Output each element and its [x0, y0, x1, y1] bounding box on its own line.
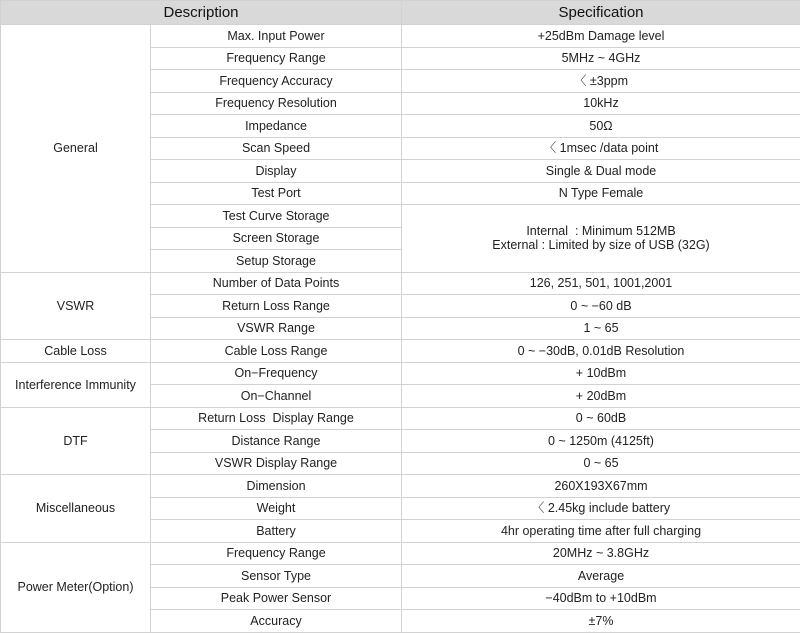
row-label: Peak Power Sensor — [151, 587, 402, 610]
row-label: Sensor Type — [151, 565, 402, 588]
row-value: 0 ~ −30dB, 0.01dB Resolution — [402, 340, 800, 363]
row-label: Battery — [151, 520, 402, 543]
row-label: Test Curve Storage — [151, 205, 402, 228]
row-label: Frequency Resolution — [151, 92, 402, 115]
group-general: General — [1, 25, 151, 273]
table-row — [1, 542, 800, 565]
table-row — [1, 475, 800, 498]
row-label: Frequency Accuracy — [151, 70, 402, 93]
row-label: Max. Input Power — [151, 25, 402, 48]
row-value: 10kHz — [402, 92, 800, 115]
row-label: Test Port — [151, 182, 402, 205]
group-misc: Miscellaneous — [1, 475, 151, 543]
storage-value — [402, 205, 800, 273]
row-label: Screen Storage — [151, 227, 402, 250]
storage-external: External : Limited by size of USB (32G) — [402, 238, 800, 252]
row-value: 126, 251, 501, 1001,2001 — [402, 272, 800, 295]
row-value: ±7% — [402, 610, 800, 633]
row-value: Average — [402, 565, 800, 588]
storage-internal: Internal : Minimum 512MB — [402, 224, 800, 238]
row-value: 260X193X67mm — [402, 475, 800, 498]
row-value: 〈 1msec /data point — [402, 137, 800, 160]
row-value: −40dBm to +10dBm — [402, 587, 800, 610]
row-value: 1 ~ 65 — [402, 317, 800, 340]
row-label: VSWR Range — [151, 317, 402, 340]
row-label: Scan Speed — [151, 137, 402, 160]
header-row — [1, 1, 800, 25]
row-label: Number of Data Points — [151, 272, 402, 295]
row-label: Display — [151, 160, 402, 183]
row-value: 0 ~ 60dB — [402, 407, 800, 430]
row-label: Frequency Range — [151, 47, 402, 70]
table-row — [1, 25, 800, 48]
row-label: Weight — [151, 497, 402, 520]
group-vswr: VSWR — [1, 272, 151, 340]
group-dtf: DTF — [1, 407, 151, 475]
row-value: 5MHz ~ 4GHz — [402, 47, 800, 70]
row-value: 〈 ±3ppm — [402, 70, 800, 93]
row-value: Single & Dual mode — [402, 160, 800, 183]
row-value: + 20dBm — [402, 385, 800, 408]
group-cable-loss: Cable Loss — [1, 340, 151, 363]
row-value: 0 ~ 65 — [402, 452, 800, 475]
row-label: Cable Loss Range — [151, 340, 402, 363]
row-value: + 10dBm — [402, 362, 800, 385]
group-power-meter: Power Meter(Option) — [1, 542, 151, 632]
description-header: Description — [1, 1, 402, 25]
row-value: 0 ~ −60 dB — [402, 295, 800, 318]
row-label: Dimension — [151, 475, 402, 498]
table-row — [1, 340, 800, 363]
row-label: VSWR Display Range — [151, 452, 402, 475]
row-label: On−Frequency — [151, 362, 402, 385]
row-label: Frequency Range — [151, 542, 402, 565]
row-label: Accuracy — [151, 610, 402, 633]
row-value: 50Ω — [402, 115, 800, 138]
row-value: 0 ~ 1250m (4125ft) — [402, 430, 800, 453]
row-label: On−Channel — [151, 385, 402, 408]
row-value: +25dBm Damage level — [402, 25, 800, 48]
table-row — [1, 407, 800, 430]
specification-header: Specification — [402, 1, 800, 25]
table-row — [1, 362, 800, 385]
row-value: 4hr operating time after full charging — [402, 520, 800, 543]
row-label: Impedance — [151, 115, 402, 138]
row-value: N Type Female — [402, 182, 800, 205]
row-label: Return Loss Display Range — [151, 407, 402, 430]
row-label: Return Loss Range — [151, 295, 402, 318]
row-value: 20MHz ~ 3.8GHz — [402, 542, 800, 565]
table-row — [1, 272, 800, 295]
row-label: Distance Range — [151, 430, 402, 453]
row-label: Setup Storage — [151, 250, 402, 273]
group-interference: Interference Immunity — [1, 362, 151, 407]
row-value: 〈 2.45kg include battery — [402, 497, 800, 520]
